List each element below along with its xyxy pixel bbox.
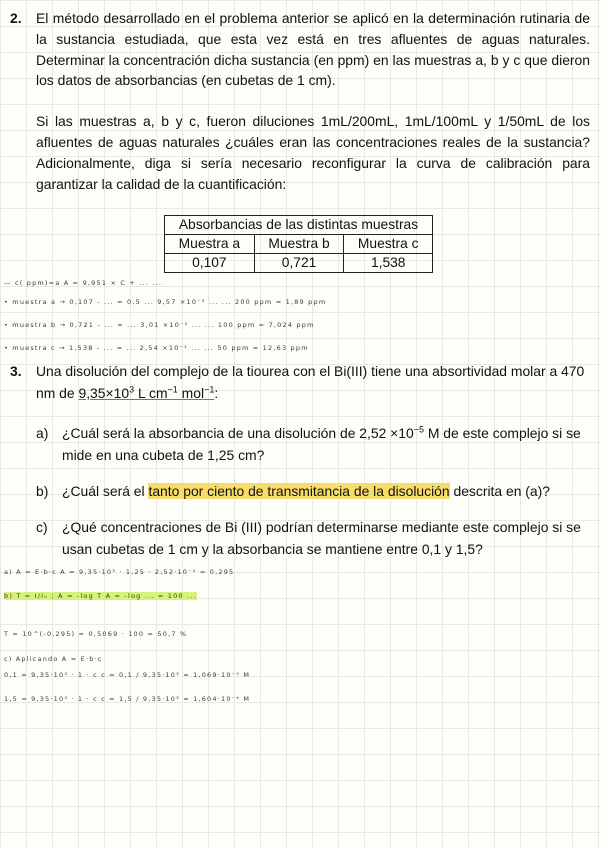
- question-3c: c) ¿Qué concentraciones de Bi (III) podrían determinarse mediante este complejo si se usan cubetas de 1 cm y la absorbancia se mantiene entre 0,1 y 1,5?: [36, 519, 581, 557]
- table-value-muestra-b: 0,721: [254, 254, 344, 273]
- question-3-number: 3.: [10, 363, 22, 379]
- handwritten-note: • muestra a → 0,107 - ... = 0,5 ... 9,57 ×10⁻³ ... ... 200 ppm ≈ 1,89 ppm: [4, 298, 327, 306]
- question-2-paragraph-2: Si las muestras a, b y c, fueron diluciones 1mL/200mL, 1mL/100mL y 1/50mL de los afluentes de aguas naturales ¿cuáles eran las concentraciones reales de la sustancia? Adicionalmente, diga si sería necesario reconfigurar la curva de calibración para garantizar la calidad de la cuantificación:: [36, 113, 590, 192]
- question-3a: a) ¿Cuál será la absorbancia de una disolución de $2,52 \times 10^{-5}$ M de este complejo si se mide en una cubeta de 1,25 cm?: [36, 424, 581, 463]
- question-2-number: 2.: [10, 10, 22, 26]
- highlighted-text: tanto por ciento de transmitancia de la disolución: [148, 483, 450, 499]
- table-value-muestra-a: 0,107: [165, 254, 255, 273]
- handwritten-note: c) Aplicando A = E·b·c: [4, 655, 103, 663]
- handwritten-note: b) T = I/I₀ ; A = -log T A = -log ... = 100 ...: [4, 592, 197, 600]
- handwritten-note: T = 10^(-0,295) = 0,5069 · 100 = 50,7 %: [4, 630, 188, 638]
- question-2: [10, 8, 590, 194]
- handwritten-note: — c( ppm)=a A = 9,951 × C + ... ...: [4, 279, 163, 287]
- table-header-muestra-c: Muestra c: [344, 235, 433, 254]
- handwritten-note: a) A = E·b·c A = 9,35·10³ · 1,25 · 2,52·10⁻⁵ = 0,295: [4, 568, 235, 576]
- handwritten-note: • muestra c → 1,538 - ... = ... 2,54 ×10⁻¹ ... ... 50 ppm = 12,63 ppm: [4, 344, 309, 352]
- handwritten-note: • muestra b → 0,721 - ... = ... 3,01 ×10⁻² ... ... 100 ppm = 7,024 ppm: [4, 321, 315, 329]
- table-header-muestra-b: Muestra b: [254, 235, 344, 254]
- handwritten-note: 0,1 = 9,35·10³ · 1 · c c = 0,1 / 9,35·10³ = 1,069·10⁻⁵ M: [4, 671, 251, 679]
- absorbance-table-caption: Absorbancias de las distintas muestras: [165, 216, 433, 235]
- table-header-muestra-a: Muestra a: [165, 235, 255, 254]
- table-value-muestra-c: 1,538: [344, 254, 433, 273]
- question-2-paragraph-1: El método desarrollado en el problema anterior se aplicó en la determinación rutinaria de la sustancia estudiada, que esta vez está en tres afluentes de aguas naturales. Determinar la concentración dicha sustancia (en ppm) en las muestras a, b y c que dieron los datos de absorbancias (en cubetas de 1 cm).: [36, 10, 590, 89]
- question-3-intro: Una disolución del complejo de la tiourea con el Bi(III) tiene una absortividad molar a 470 nm de $9,35\times 10^3$ L $cm^{-1}$ mol$^{-1}$:: [36, 363, 585, 401]
- question-3: [10, 360, 592, 574]
- handwritten-note: 1,5 = 9,35·10³ · 1 · c c = 1,5 / 9,35·10³ = 1,604·10⁻⁴ M: [4, 695, 251, 703]
- absorbance-table: [164, 215, 433, 273]
- question-3b: b) ¿Cuál será el tanto por ciento de transmitancia de la disolución descrita en (a)?: [36, 483, 550, 499]
